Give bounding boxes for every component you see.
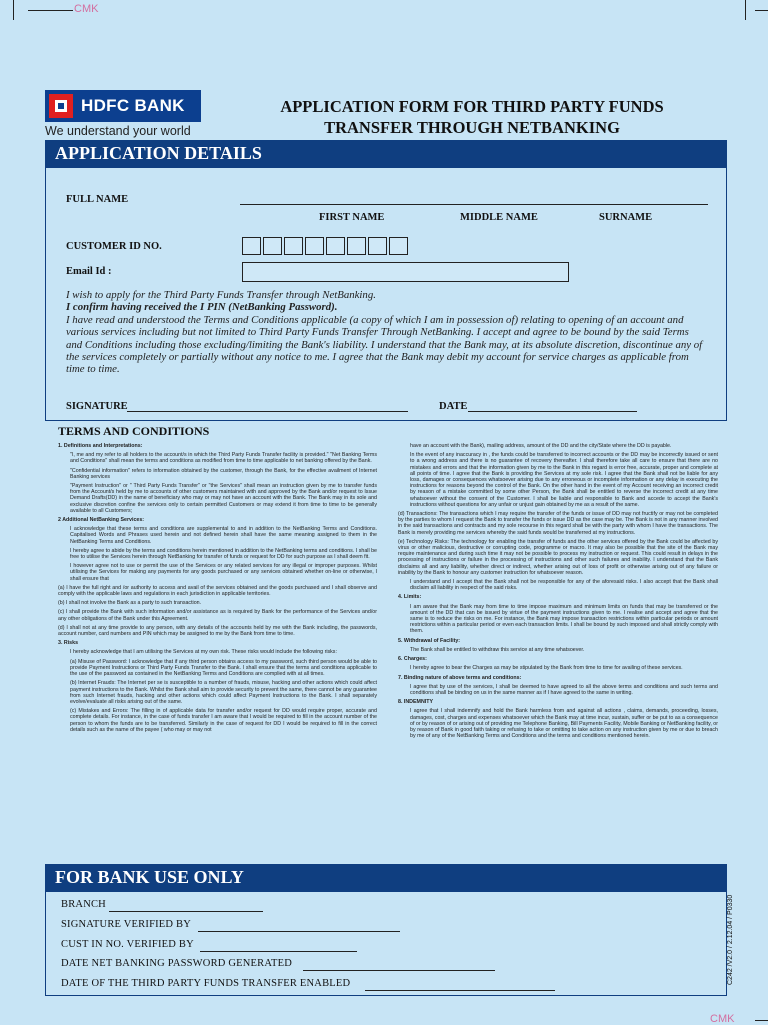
print-mark: CMK <box>710 1013 735 1025</box>
brand-tagline: We understand your world <box>45 124 191 138</box>
terms-paragraph: (b) I shall not involve the Bank as a party to such transaction. <box>58 600 202 607</box>
terms-paragraph: (b) Internet Frauds: The Internet per se is susceptible to a number of frauds, misuse, hacking and other actions which could affect payment instructions to the Bank. Whilst the Bank shall aim to provide security to prevent the same, there cannot be any guarantee from such Internet frauds, hacking and other actions which could affect Payment Instructions to the Bank. I shall separately evolve/evaluate all risks arising out of the same. <box>70 680 377 705</box>
password-generated-field[interactable] <box>303 957 495 971</box>
terms-paragraph: I agree that by use of the services, I shall be deemed to have agreed to all the above terms and conditions and such terms and conditions shall be binding on us in the same manner as if I have agreed to the same in writing. <box>410 683 718 696</box>
terms-paragraph: I however agree not to use or permit the use of the Services or any related services for any illegal or improper purposes. Whilst utilising the Services for making any payments for any goods purchased or any services obtained whether on-line or otherwise, I shall ensure that <box>70 563 377 582</box>
customer-id-digit[interactable] <box>347 237 366 255</box>
terms-paragraph: (d) Transactions: The transactions which I may require the transfer of the funds or issue of DD may not fructify or may not be completed by the parties to whom I request the Bank to transfer the funds or issue DD as the case may be. The Bank is not in any manner involved in the said transactions and contracts and my sole recourse in this regard shall be with the party with whom I have the transactions. The Bank is merely providing me services whereby the said funds would be transferred at my instructions. <box>398 511 718 536</box>
customer-id-digit[interactable] <box>326 237 345 255</box>
terms-heading: TERMS AND CONDITIONS <box>58 424 210 438</box>
customer-id-digit[interactable] <box>368 237 387 255</box>
form-title <box>240 96 704 138</box>
terms-clause-heading: 3. Risks <box>58 640 79 647</box>
form-title-line1: APPLICATION FORM FOR THIRD PARTY FUNDS <box>280 97 664 116</box>
declaration-line-2 <box>66 301 706 313</box>
terms-paragraph: (d) I shall not at any time provide to any person, with any details of the accounts held by me with the Bank including, the passwords, account number, card numbers and PIN which may be assigned to me by the Bank from time to time. <box>58 624 377 638</box>
hdfc-logo-icon <box>49 94 73 118</box>
email-field[interactable] <box>242 262 569 282</box>
terms-clause-heading: 1. Definitions and Interpretations: <box>58 443 143 449</box>
signature-verified-field[interactable] <box>198 918 400 932</box>
terms-paragraph: I hereby agree to abide by the terms and conditions herein mentioned in addition to the NetBanking terms and conditions. I shall be free to utilise the Services herein through NetBanking for transfer of funds or request for DD for such purpose as I shall deem fit. <box>70 547 377 561</box>
bank-use-banner: FOR BANK USE ONLY <box>45 864 727 891</box>
print-mark: CMK <box>74 3 99 15</box>
customer-id-field[interactable] <box>242 237 408 255</box>
date-field[interactable] <box>468 399 637 412</box>
tpft-enabled-field[interactable] <box>365 977 555 991</box>
customer-id-digit[interactable] <box>242 237 261 255</box>
declaration-line-3: I have read and understood the Terms and Conditions applicable (a copy of which I am in possession of) relating to opening of an account and various services including but not limited to Third Party Funds Transfer Through NetBanking. I accept and agree to be bound by the said Terms and Conditions including those excluding/limiting the Bank's liability. I understand that the Bank may, at its absolute discretion, discontinue any of the services completely or partially without any notice to me. I agree that the Bank may debit my account for service charges as applicable from time to time. <box>66 313 703 376</box>
terms-column-left <box>58 443 377 853</box>
terms-clause-heading: 6. Charges: <box>398 656 427 663</box>
form-title-line2: TRANSFER THROUGH NETBANKING <box>324 118 620 137</box>
crop-mark <box>13 0 14 20</box>
customer-id-label: CUSTOMER ID NO. <box>66 241 162 252</box>
customer-id-digit[interactable] <box>305 237 324 255</box>
terms-paragraph: I hereby acknowledge that I am utilising the Services at my own risk. These risks would include the following risks: <box>70 649 337 656</box>
form-code: C242 /V2.0 / 2.12.04 / P0330 <box>727 894 734 985</box>
email-label: Email Id : <box>66 266 112 277</box>
customer-id-digit[interactable] <box>389 237 408 255</box>
terms-paragraph: I understand and I accept that the Bank shall not be responsible for any of the aforesaid risks. I also accept that the Bank shall disclaim all liability in respect of the said risks. <box>410 579 718 592</box>
terms-paragraph: (c) I shall provide the Bank with such information and/or assistance as is required by Bank for the performance of the Services and/or any other obligations of the Bank under this Agreement. <box>58 609 377 622</box>
crop-mark <box>755 10 768 11</box>
terms-paragraph: I acknowledge that these terms and conditions are supplemental to and in addition to the NetBanking Terms and Conditions. Capitalised Words and Phrases used herein and not defined herein shall have the same meaning assigned to them in the NetBanking Terms and Conditions. <box>70 526 377 545</box>
terms-clause-heading: 8. INDEMNITY <box>398 699 434 706</box>
ipin-confirmation: I confirm having received the I PIN (NetBanking Password). <box>66 301 338 314</box>
application-details-banner: APPLICATION DETAILS <box>45 140 727 167</box>
full-name-label: FULL NAME <box>66 194 129 205</box>
cust-verified-label: CUST IN NO. VERIFIED BY <box>61 939 194 950</box>
branch-label: BRANCH <box>61 899 106 910</box>
terms-paragraph: I am aware that the Bank may from time to time impose maximum and minimum limits on funds that may be transferred or the amount of the DD that can be issued by virtue of the payment instructions given to me. I realise and accept and agree that the same is to reduce the risks on me. For instance, the Bank may impose transaction restrictions within particular periods or amount restrictions within a particular period or even each transaction limits. I shall be bound by such imposed and shall strictly comply with them. <box>410 603 718 635</box>
tpft-enabled-label: DATE OF THE THIRD PARTY FUNDS TRANSFER ENABLED <box>61 978 351 989</box>
signature-verified-label: SIGNATURE VERIFIED BY <box>61 919 192 930</box>
terms-paragraph: (a) I have the full right and /or authority to access and avail of the services obtained and the goods purchased and I shall observe and comply with the applicable laws and regulations in each jurisdiction in applicable territories. <box>58 584 377 598</box>
terms-clause-heading: 4. Limits: <box>398 594 422 601</box>
brand-name: HDFC BANK <box>81 96 185 115</box>
branch-field[interactable] <box>109 898 263 912</box>
full-name-field[interactable] <box>240 192 708 205</box>
terms-clause-heading: 7. Binding nature of above terms and conditions: <box>398 674 522 681</box>
crop-mark <box>28 10 73 11</box>
terms-paragraph: "Confidential information" refers to information obtained by the customer, through the Bank, for the effective availment of Internet Banking services <box>70 467 377 480</box>
crop-mark <box>745 0 746 20</box>
terms-paragraph: In the event of any inaccuracy in , the funds could be transferred to incorrect accounts or the DD may be incorrectly issued or sent to a wrong address and there is no guarantee of recovery thereafter. I shall therefore take all care to ensure that there are no mistakes and errors and that the information given by me to the Bank in this regard is error free, accurate, proper and complete at all points of time. I agree that the Bank is providing the Services at my sole risk. I agree that the Bank shall not be liable for any loss, damages or consequences whatsoever arising due to any erroneous or incomplete information or any delay in executing the instructions for reasons beyond the control of the Bank. On the other hand in the event of my Account receiving an incorrect credit by reason of a mistake committed by some other Person, the Bank shall be entitled to reverse the incorrect credit at any time whatsoever without the consent of the Customer. I shall be liable and responsible to Bank and accede to accept the Bank's instructions without questions for any unfair or unjust gain obtained by me as a result of the same. <box>410 452 718 508</box>
terms-paragraph: I hereby agree to bear the Charges as may be stipulated by the Bank from time to time for availing of these services. <box>410 665 683 672</box>
brand-logo <box>45 90 201 138</box>
terms-paragraph: The Bank shall be entitled to withdraw this service at any time whatsoever. <box>410 646 585 653</box>
middle-name-label: MIDDLE NAME <box>460 212 538 223</box>
terms-clause-heading: 5. Withdrawal of Facility: <box>398 637 461 644</box>
terms-clause-heading: 2 Additional NetBanking Services: <box>58 517 145 524</box>
date-label: DATE <box>439 401 468 412</box>
terms-paragraph: (a) Misuse of Password: I acknowledge that if any third person obtains access to my password, such third person would be able to provide Payment Instructions or Third Party Funds Transfer to the Bank. I shall ensure that the terms and conditions applicable to the use of the password as contained in the NetBanking Terms and Conditions are complied with at all times. <box>70 658 377 678</box>
surname-label: SURNAME <box>599 212 653 223</box>
terms-paragraph: (c) Mistakes and Errors: The filling in of applicable data for transfer and/or request for DD would require proper, accurate and complete details. For instance, in the case of funds transfer I am aware that I would be required to fill in the account number of the person to whom the funds are to be transferred. Similarly in the case of request for DD I would be required to fill in the correct details such as the name of the payee ( who may or may not <box>70 708 377 733</box>
declaration-line-1: I wish to apply for the Third Party Funds Transfer through NetBanking. <box>66 289 376 301</box>
first-name-label: FIRST NAME <box>319 212 385 223</box>
crop-mark <box>755 1020 768 1021</box>
terms-paragraph: "I, me and my refer to all holders to the account/s in which the Third Party Funds Transfer facility is provided." "Net Banking Terms and Conditions" shall mean the terms and conditions as modified from time to time applicable to net banking offered by the Bank. <box>70 452 377 465</box>
signature-label: SIGNATURE <box>66 401 128 412</box>
customer-id-digit[interactable] <box>284 237 303 255</box>
declaration <box>66 289 706 376</box>
terms-paragraph: "Payment Instruction" or " Third Party Funds Transfer" or "the Services" shall mean an instruction given by me to transfer funds from the Account/s held by me to accounts of other customers maintained with and approved by the Bank and/or request to Issue Demand Drafts(DD) in the name of beneficiary who may or may not have an account with the Bank. The Bank may in its sole and exclusive discretion confine the services only to certain permitted Customers or may extend it from time to time to be generally available to all Customers; <box>70 483 377 514</box>
terms-paragraph: have an account with the Bank), mailing address, amount of the DD and the city/State where the DD is payable. <box>410 443 672 449</box>
cust-verified-field[interactable] <box>200 938 357 952</box>
customer-id-digit[interactable] <box>263 237 282 255</box>
terms-paragraph: (e) Technology Risks: The technology for enabling the transfer of funds and the other services offered by the Bank could be affected by virus or other malicious, destructive or corrupting code, programme or macro. It may also be possible that the site of the Bank may require maintenance and during such time it may not be possible to process my instruction or request. This could result in delays in the processing of instructions or failure in the processing of instructions and other such failures and inability. I understand that the Bank disclaims all and any liability, whether direct or indirect, whether arising out of loss of profit or otherwise arising out of any failure or inability by the Bank to honour any customer instruction for whatsoever reason. <box>398 538 718 576</box>
signature-field[interactable] <box>127 399 408 412</box>
password-generated-label: DATE NET BANKING PASSWORD GENERATED <box>61 958 293 969</box>
terms-paragraph: I agree that I shall indemnify and hold the Bank harmless from and against all actions , claims, demands, proceeding, losses, damages, cost, charges and expenses whatsoever which the Bank may at time incur, sustain, suffer or be put to as a consequence of or by reason of or arising out of providing me Telephone Banking, Bill Payments Facility, Mobile Banking or NetBanking facility, or by reason of Bank in good faith taking or refusing to take or omitting to take action on any instruction given by me or due to breach by me of any of the NetBanking Terms and Conditions and the terms and conditions mentioned herein. <box>410 708 718 740</box>
terms-column-right <box>398 443 718 853</box>
